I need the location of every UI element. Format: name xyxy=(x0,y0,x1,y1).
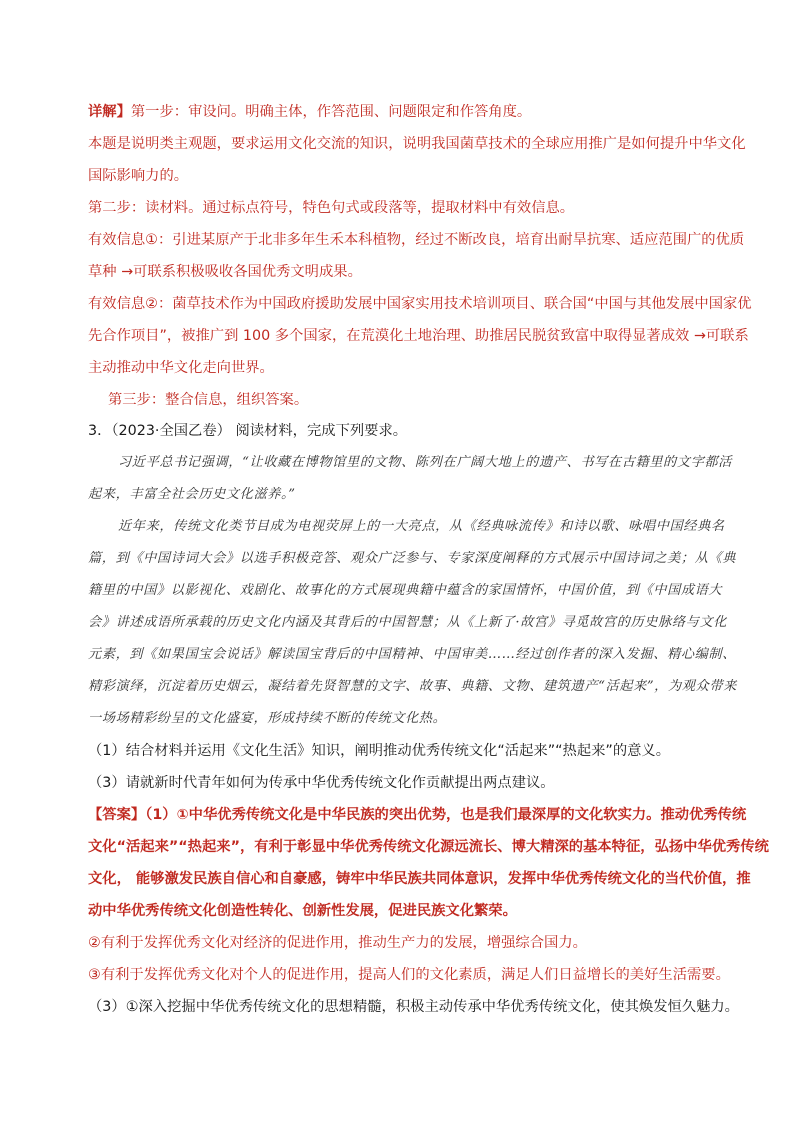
analysis-qtype-line1: 本题是说明类主观题，要求运用文化交流的知识，说明我国菌草技术的全球应用推广是如何提升中华文化 xyxy=(88,136,746,152)
question-header: 3．（2023·全国乙卷） 阅读材料，完成下列要求。 xyxy=(88,423,408,439)
analysis-info2-line2: 先合作项目”，被推广到 100 多个国家，在荒漠化土地治理、助推居民脱贫致富中取得显著成效 →可联系 xyxy=(88,328,749,344)
answer-line1 xyxy=(88,804,746,826)
answer-a1-line1: （1）①中华优秀传统文化是中华民族的突出优势，也是我们最深厚的文化软实力。推动优秀传统 xyxy=(145,807,747,823)
answer-label: 【答案】 xyxy=(88,807,146,823)
material-line: 籍里的中国》以影视化、戏剧化、故事化的方式展现典籍中蕴含的家国情怀，中国价值，到《中国成语大 xyxy=(88,583,723,598)
material-line: 元素，到《如果国宝会说话》解读国宝背后的中国精神、中国审美……经过创作者的深入发掘、精心编制、 xyxy=(88,647,737,662)
analysis-step3: 第三步：整合信息，组织答案。 xyxy=(108,392,309,408)
analysis-info2-line1: 有效信息②：菌草技术作为中国政府援助发展中国家实用技术培训项目、联合国“中国与其他发展中国家优 xyxy=(88,296,752,312)
material-line: 篇，到《中国诗词大会》以选手积极竞答、观众广泛参与、专家深度阐释的方式展示中国诗词之美；从《典 xyxy=(88,551,737,566)
answer-a1-line2: 文化“活起来”“热起来”，有利于彰显中华优秀传统文化源远流长、博大精深的基本特征，弘扬中华优秀传统 xyxy=(88,839,769,855)
analysis-label: 详解】 xyxy=(88,104,131,120)
material-line: 近年来，传统文化类节目成为电视荧屏上的一大亮点，从《经典咏流传》和诗以歌、咏唱中国经典名 xyxy=(118,519,725,534)
material-line: 起来，丰富全社会历史文化滋养。” xyxy=(88,487,296,502)
sub-question-3: （3）请就新时代青年如何为传承中华优秀传统文化作贡献提出两点建议。 xyxy=(88,775,555,791)
answer-a4: （3）①深入挖掘中华优秀传统文化的思想精髓，积极主动传承中华优秀传统文化，使其焕发恒久魅力。 xyxy=(88,999,739,1015)
material-line: 习近平总书记强调，“让收藏在博物馆里的文物、陈列在广阔大地上的遗产、书写在古籍里的文字都活 xyxy=(118,455,732,470)
analysis-step1-text: 第一步：审设问。明确主体，作答范围、问题限定和作答角度。 xyxy=(130,104,532,120)
material-line: 一场场精彩纷呈的文化盛宴，形成持续不断的传统文化热。 xyxy=(88,711,447,726)
answer-a1-line4: 动中华优秀传统文化创造性转化、创新性发展，促进民族文化繁荣。 xyxy=(88,903,517,919)
analysis-info1-line2: 草种 →可联系积极吸收各国优秀文明成果。 xyxy=(88,264,362,280)
answer-a1-line3: 文化， 能够激发民族自信心和自豪感，铸牢中华民族共同体意识，发挥中华优秀传统文化的当代价值，推 xyxy=(88,871,751,887)
material-line: 精彩演绎，沉淀着历史烟云，凝结着先贤智慧的文字、故事、典籍、文物、建筑遗产“活起来”，为观众带来 xyxy=(88,679,737,694)
analysis-info1-line1: 有效信息①：引进某原产于北非多年生禾本科植物，经过不断改良，培育出耐旱抗寒、适应范围广的优质 xyxy=(88,232,745,248)
answer-a3: ③有利于发挥优秀文化对个人的促进作用，提高人们的文化素质，满足人们日益增长的美好生活需要。 xyxy=(88,967,730,983)
analysis-step1 xyxy=(88,101,531,123)
analysis-step2: 第二步：读材料。通过标点符号，特色句式或段落等，提取材料中有效信息。 xyxy=(88,200,575,216)
sub-question-1: （1）结合材料并运用《文化生活》知识，阐明推动优秀传统文化“活起来”“热起来”的意义。 xyxy=(88,743,671,759)
answer-a2: ②有利于发挥优秀文化对经济的促进作用，推动生产力的发展，增强综合国力。 xyxy=(88,935,587,951)
material-line: 会》讲述成语所承载的历史文化内涵及其背后的中国智慧；从《上新了·故宫》寻觅故宫的历史脉络与文化 xyxy=(88,615,728,630)
analysis-qtype-line2: 国际影响力的。 xyxy=(88,168,189,184)
analysis-info2-line3: 主动推动中华文化走向世界。 xyxy=(88,360,274,376)
